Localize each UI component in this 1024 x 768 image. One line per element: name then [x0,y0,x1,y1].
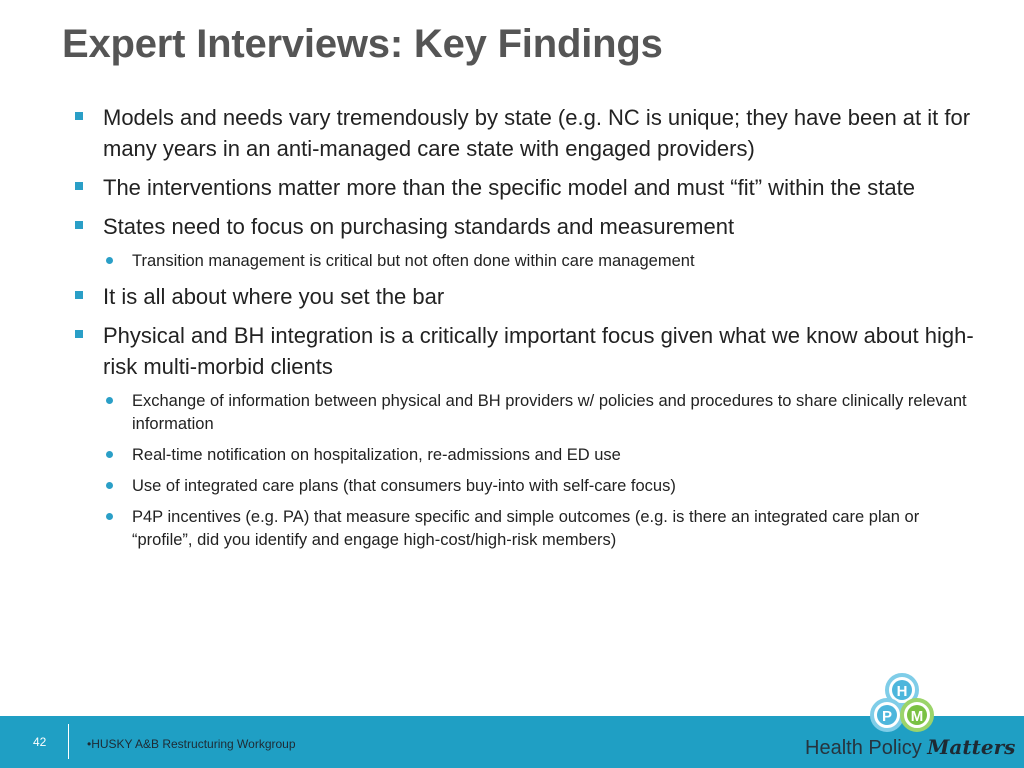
square-bullet-icon [75,221,83,229]
sub-bullet-item [106,390,975,436]
hpm-circles-icon [862,668,942,734]
footer-label: •HUSKY A&B Restructuring Workgroup [87,737,296,751]
sub-bullet-item [106,444,975,467]
bullet-text: It is all about where you set the bar [103,284,445,309]
sub-bullet-text: Transition management is critical but not often done within care management [132,252,695,270]
logo-name-prefix: Health Policy [805,737,922,759]
square-bullet-icon [75,182,83,190]
sub-bullet-item [106,475,975,498]
logo-letter-m: M [910,708,924,725]
bullet-item [75,320,975,382]
dot-bullet-icon [106,513,113,520]
sub-bullet-item [106,250,975,273]
slide-title: Expert Interviews: Key Findings [62,22,663,66]
dot-bullet-icon [106,257,113,264]
sub-bullet-text: Real-time notification on hospitalization, re-admissions and ED use [132,446,621,464]
bullet-item [75,211,975,242]
sub-bullet-text: Use of integrated care plans (that consumers buy-into with self-care focus) [132,477,676,495]
bullet-item [75,102,975,164]
bullet-text: The interventions matter more than the specific model and must “fit” within the state [103,175,915,200]
bullet-list [75,102,975,560]
sub-bullet-text: P4P incentives (e.g. PA) that measure specific and simple outcomes (e.g. is there an integrated care plan or “profile”, did you identify and engage high-cost/high-risk members) [132,508,920,549]
logo-wordmark [805,735,1015,760]
logo-letter-p: P [881,708,893,725]
square-bullet-icon [75,112,83,120]
dot-bullet-icon [106,451,113,458]
bullet-text: Models and needs vary tremendously by state (e.g. NC is unique; they have been at it for many years in an anti-managed care state with engaged providers) [103,105,971,161]
logo-name-script: Matters [927,735,1016,759]
bullet-text: Physical and BH integration is a critically important focus given what we know about high-risk multi-morbid clients [103,323,974,379]
sub-bullet-text: Exchange of information between physical and BH providers w/ policies and procedures to share clinically relevant information [132,392,967,433]
bullet-item [75,172,975,203]
footer-divider [68,724,69,759]
bullet-item [75,281,975,312]
square-bullet-icon [75,291,83,299]
health-policy-matters-logo [790,668,1016,764]
bullet-text: States need to focus on purchasing standards and measurement [103,214,735,239]
sub-bullet-item [106,506,975,552]
dot-bullet-icon [106,482,113,489]
logo-letter-h: H [896,683,908,700]
dot-bullet-icon [106,397,113,404]
page-number: 42 [33,735,47,749]
square-bullet-icon [75,330,83,338]
